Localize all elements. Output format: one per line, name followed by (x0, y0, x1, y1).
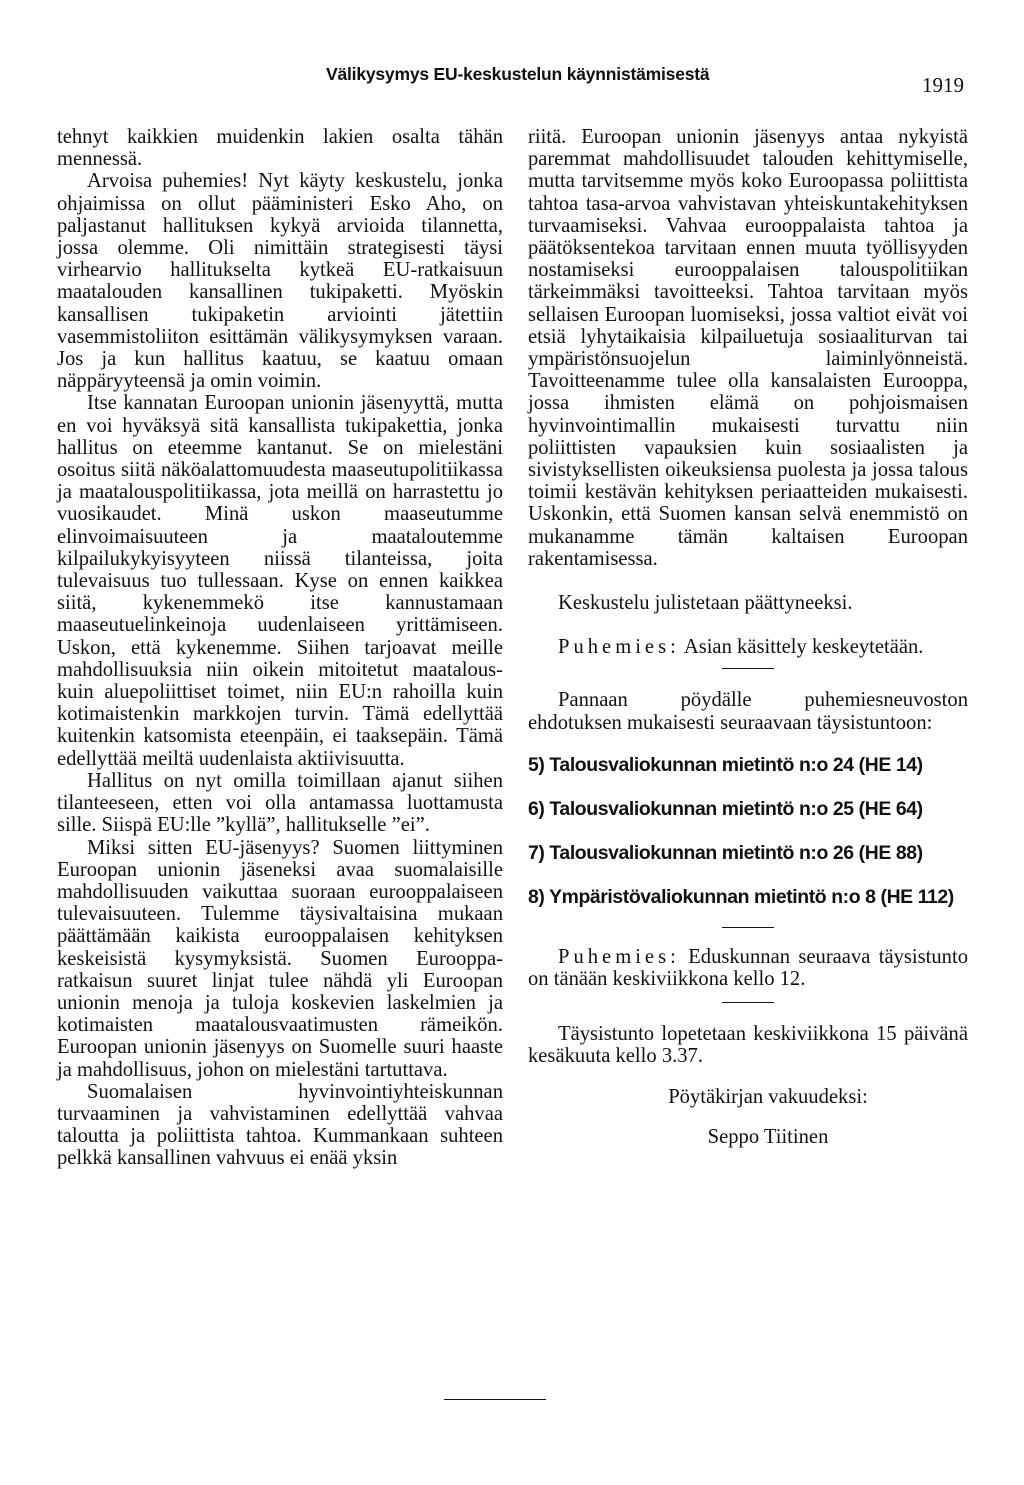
agenda-item: 8) Ympäristövaliokunnan mietintö n:o 8 (HE 112) (528, 886, 954, 909)
end-rule (444, 1399, 546, 1400)
speaker-statement (528, 946, 968, 990)
paragraph: Miksi sitten EU-jäsenyys? Suomen liittyminen Euroopan unionin jäseneksi avaa suomalaisille mahdollisuuden vaikuttaa suoraan eurooppalaiseen tulevaisuuteen. Tulemme täysivaltaisina mukaan päättämään kaikista eurooppalaisen kehityksen keskeisistä kysymyksistä. Suomen Eurooppa-ratkaisun suuret linjat tulee nähdä yli Euroopan unionin menoja ja tuloja koskevien laskelmien ja kotimaisten maatalousvaatimusten rämeikön. Euroopan unionin jäsenyys on Suomelle suuri haaste ja mahdollisuus, johon on mielestäni tartuttava. (57, 836, 503, 1081)
page-number: 1919 (922, 73, 964, 97)
running-title: Välikysymys EU-keskustelun käynnistämisestä (326, 64, 710, 84)
record-label: Pöytäkirjan vakuudeksi: (668, 1085, 868, 1108)
speaker-statement (528, 636, 968, 658)
speaker-label: Puhemies: (558, 945, 680, 968)
agenda-item: 6) Talousvaliokunnan mietintö n:o 25 (HE 64) (528, 798, 923, 821)
agenda-intro: Pannaan pöydälle puhemiesneuvoston ehdotuksen mukaisesti seuraavaan täysistuntoon: (528, 689, 968, 734)
paragraph: Hallitus on nyt omilla toimillaan ajanut siihen tilanteeseen, etten voi olla antamassa luottamusta sille. Siispä EU:lle ”kyllä”, hallitukselle ”ei”. (57, 769, 503, 837)
paragraph: tehnyt kaikkien muidenkin lakien osalta tähän mennessä. (57, 126, 503, 171)
speaker-text: Asian käsittely keskeytetään. (683, 636, 924, 659)
closing-statement: Keskustelu julistetaan päättyneeksi. (558, 592, 853, 615)
left-column (57, 126, 503, 1170)
signatory-name: Seppo Tiitinen (707, 1125, 829, 1148)
paragraph: Suomalaisen hyvinvointiyhteiskunnan turvaaminen ja vahvistaminen edellyttää vahvaa taloutta ja poliittista tahtoa. Kummankaan suhteen pelkkä kansallinen vahvuus ei enää yksin (57, 1080, 503, 1170)
agenda-item: 5) Talousvaliokunnan mietintö n:o 24 (HE 14) (528, 753, 923, 776)
speaker-label: Puhemies: (558, 636, 680, 659)
paragraph: Itse kannatan Euroopan unionin jäsenyyttä, mutta en voi hyväksyä sitä kansallista tukipakettia, jonka hallitus on eteemme kantanut. Se on mielestäni osoitus siitä näköalattomuudesta maaseutupolitiikassa ja maatalouspolitiikassa, jota meillä on harrastettu jo vuosikaudet. Minä uskon maaseutumme elinvoimaisuuteen ja maataloutemme kilpailukykyisyyteen niissä tilanteissa, joita tulevaisuus tuo tullessaan. Kyse on ennen kaikkea siitä, kykenemmekö itse kannustamaan maaseutuelinkeinoja uudenlaiseen yrittämiseen. Uskon, että kykenemme. Siihen tarjoavat meille mahdollisuuksia niin oikein mitoitetut maatalous- kuin aluepoliittiset toimet, niin EU:n rahoilla kuin kotimaistenkin markkojen turvin. Tämä edellyttää kuitenkin katsomista eteenpäin, ei taaksepäin. Tämä edellyttää meiltä uudenlaista aktiivisuutta. (57, 392, 503, 770)
paragraph: Arvoisa puhemies! Nyt käyty keskustelu, jonka ohjaimissa on ollut pääministeri Esko Aho, on paljastanut hallituksen kykyä arvioida tilannetta, jossa olemme. Oli nimittäin strategisesti täysi virhearvio hallitukselta kytkeä EU-ratkaisuun maatalouden kansallinen tukipaketti. Myöskin kansallisen tukipaketin arviointi jätettiin vasemmistoliiton esittämän välikysymyksen varaan. Jos ja kun hallitus kaatuu, se kaatuu omaan näppäryyteensä ja omin voimin. (57, 170, 503, 393)
session-end-statement: Täysistunto lopetetaan keskiviikkona 15 päivänä kesäkuuta kello 3.37. (528, 1023, 968, 1068)
speaker-text: Eduskunnan seuraava täysistunto on tänään keskiviikkona kello 12. (528, 945, 968, 990)
page-header (0, 64, 1024, 97)
right-column (528, 126, 968, 1148)
agenda-item: 7) Talousvaliokunnan mietintö n:o 26 (HE 88) (528, 842, 923, 865)
paragraph: riitä. Euroopan unionin jäsenyys antaa nykyistä paremmat mahdollisuudet talouden kehittymiselle, mutta tarvitsemme myös koko Euroopassa poliittista tahtoa tasa-arvoa vahvistavan yhteiskuntakehityksen turvaamiseksi. Vahvaa eurooppalaista tahtoa ja päätöksentekoa tarvitaan ennen muuta työllisyyden nostamiseksi eurooppalaisen talouspolitiikan tärkeimmäksi tavoitteeksi. Tahtoa tarvitaan myös sellaisen Euroopan luomiseksi, jossa valtiot eivät voi etsiä lyhytaikaisia kilpailuetuja sosiaaliturvan tai ympäristönsuojelun laiminlyönneistä. Tavoitteenamme tulee olla kansalaisten Eurooppa, jossa ihmisten elämä on pohjoismaisen hyvinvointimallin mukaisesti turvattu niin poliittisten vapauksien kuin sosiaalisten ja sivistyksellisten oikeuksiensa puolesta ja jossa talous toimii kestävän kehityksen periaatteiden mukaisesti. Uskonkin, että Suomen kansan selvä enemmistö on mukanamme tämän kaltaisen Euroopan rakentamisessa. (528, 126, 968, 570)
